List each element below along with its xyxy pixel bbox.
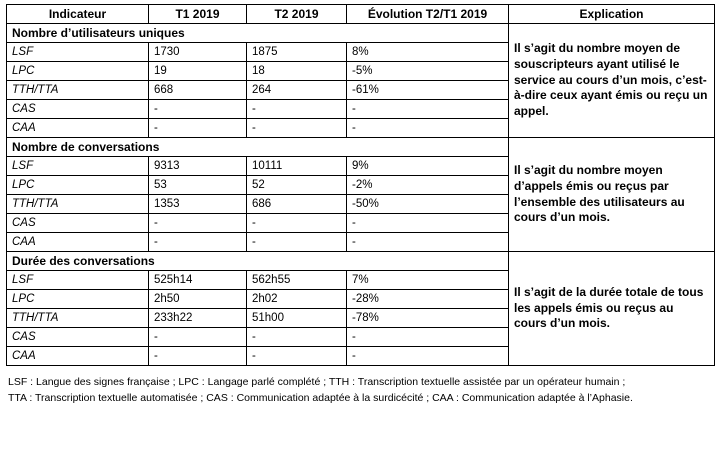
row-indicator: CAS (7, 328, 149, 347)
column-header-explication: Explication (509, 5, 715, 24)
row-evolution-value: -78% (347, 309, 509, 328)
row-evolution-value: -28% (347, 290, 509, 309)
row-evolution-value: -5% (347, 62, 509, 81)
row-t1-value: - (149, 214, 247, 233)
row-evolution-value: 8% (347, 43, 509, 62)
row-t2-value: 52 (247, 176, 347, 195)
row-t2-value: 264 (247, 81, 347, 100)
row-evolution-value: - (347, 119, 509, 138)
section-title-utilisateurs-uniques: Nombre d’utilisateurs uniques (7, 24, 509, 43)
row-t1-value: 19 (149, 62, 247, 81)
row-indicator: LPC (7, 62, 149, 81)
section-explanation-utilisateurs-uniques: Il s’agit du nombre moyen de souscripteurs ayant utilisé le service au cours d’un mois, c’est-à-dire ceux ayant émis ou reçu un appel. (509, 24, 715, 138)
row-indicator: CAA (7, 233, 149, 252)
row-indicator: LPC (7, 176, 149, 195)
footnote (6, 375, 714, 407)
row-t2-value: 10111 (247, 157, 347, 176)
section-title-nombre-conversations: Nombre de conversations (7, 138, 509, 157)
table-body (7, 24, 715, 366)
row-indicator: CAS (7, 214, 149, 233)
row-indicator: CAS (7, 100, 149, 119)
row-indicator: CAA (7, 119, 149, 138)
section-header-row (7, 252, 715, 271)
row-evolution-value: - (347, 214, 509, 233)
section-header-row (7, 24, 715, 43)
row-indicator: CAA (7, 347, 149, 366)
row-t2-value: - (247, 100, 347, 119)
row-t1-value: 53 (149, 176, 247, 195)
section-title-duree-conversations: Durée des conversations (7, 252, 509, 271)
row-t1-value: 9313 (149, 157, 247, 176)
row-t1-value: - (149, 100, 247, 119)
table-header-row (7, 5, 715, 24)
row-evolution-value: - (347, 328, 509, 347)
row-t1-value: 525h14 (149, 271, 247, 290)
row-evolution-value: - (347, 100, 509, 119)
section-explanation-duree-conversations: Il s’agit de la durée totale de tous les appels émis ou reçus au cours d’un mois. (509, 252, 715, 366)
row-indicator: TTH/TTA (7, 195, 149, 214)
row-t1-value: - (149, 347, 247, 366)
section-header-row (7, 138, 715, 157)
row-t2-value: 2h02 (247, 290, 347, 309)
row-t1-value: - (149, 119, 247, 138)
row-indicator: TTH/TTA (7, 81, 149, 100)
row-t2-value: 51h00 (247, 309, 347, 328)
row-evolution-value: -61% (347, 81, 509, 100)
section-explanation-nombre-conversations: Il s’agit du nombre moyen d’appels émis ou reçus par l’ensemble des utilisateurs au cours d’un mois. (509, 138, 715, 252)
row-t2-value: - (247, 347, 347, 366)
row-evolution-value: -50% (347, 195, 509, 214)
column-header-evolution: Évolution T2/T1 2019 (347, 5, 509, 24)
table-header (7, 5, 715, 24)
row-t1-value: 2h50 (149, 290, 247, 309)
row-t2-value: - (247, 233, 347, 252)
row-indicator: LSF (7, 271, 149, 290)
row-evolution-value: -2% (347, 176, 509, 195)
row-evolution-value: 9% (347, 157, 509, 176)
row-t2-value: 1875 (247, 43, 347, 62)
row-t2-value: 18 (247, 62, 347, 81)
row-t1-value: 1730 (149, 43, 247, 62)
row-t2-value: - (247, 328, 347, 347)
row-t1-value: 668 (149, 81, 247, 100)
row-t1-value: - (149, 233, 247, 252)
row-t1-value: 233h22 (149, 309, 247, 328)
row-t1-value: 1353 (149, 195, 247, 214)
row-indicator: LSF (7, 43, 149, 62)
row-indicator: TTH/TTA (7, 309, 149, 328)
row-evolution-value: 7% (347, 271, 509, 290)
row-indicator: LPC (7, 290, 149, 309)
column-header-t2-2019: T2 2019 (247, 5, 347, 24)
row-t2-value: - (247, 119, 347, 138)
row-indicator: LSF (7, 157, 149, 176)
row-evolution-value: - (347, 347, 509, 366)
column-header-indicateur: Indicateur (7, 5, 149, 24)
row-t1-value: - (149, 328, 247, 347)
footnote-line-1: LSF : Langue des signes française ; LPC : Langage parlé complété ; TTH : Transcription textuelle assistée par un opérateur humain ; (8, 376, 626, 388)
row-t2-value: - (247, 214, 347, 233)
row-evolution-value: - (347, 233, 509, 252)
column-header-t1-2019: T1 2019 (149, 5, 247, 24)
indicators-table (6, 4, 715, 366)
footnote-line-2: TTA : Transcription textuelle automatisée ; CAS : Communication adaptée à la surdicécité ; CAA : Communication adaptée à l’Aphasie. (8, 391, 633, 404)
row-t2-value: 686 (247, 195, 347, 214)
row-t2-value: 562h55 (247, 271, 347, 290)
